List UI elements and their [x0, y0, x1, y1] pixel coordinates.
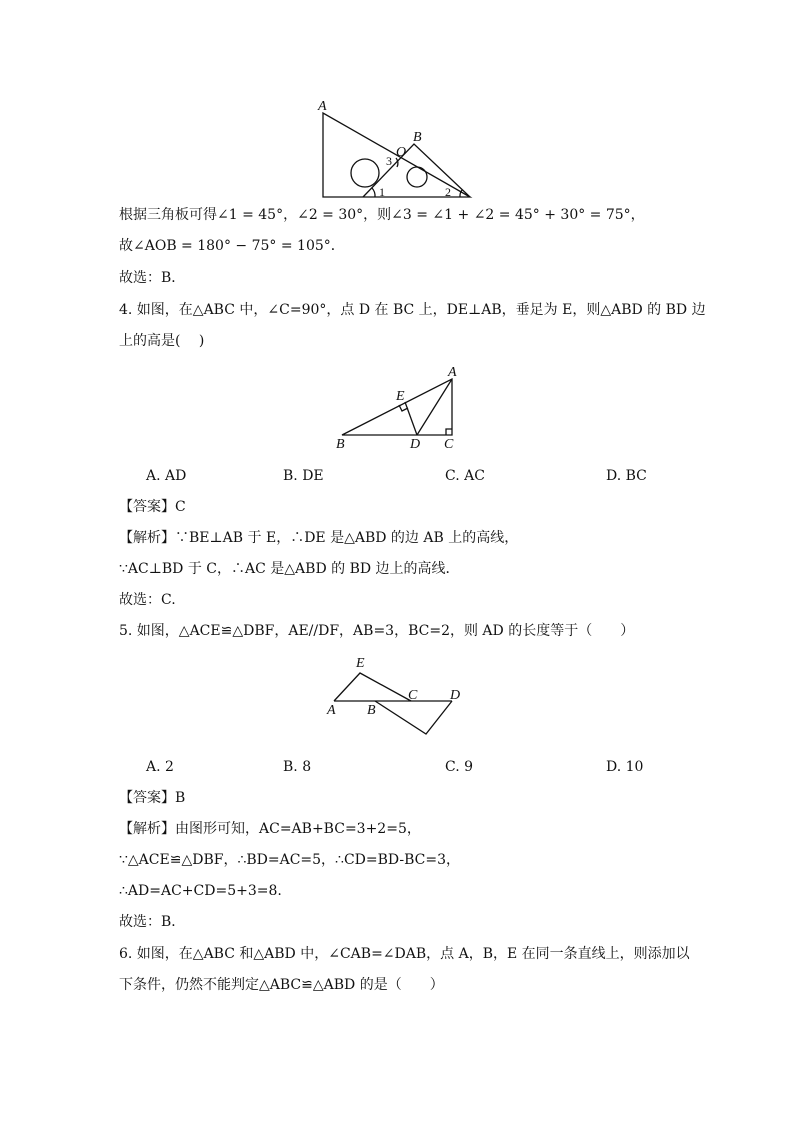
label-c: C [444, 437, 454, 452]
q5-answer: 【答案】B [119, 790, 186, 806]
label-a: A [318, 99, 327, 114]
label-a: A [448, 365, 457, 380]
label-angle-3: 3 [386, 154, 392, 168]
q6-question-line-2: 下条件，仍然不能判定△ABC≌△ABD 的是（ ） [119, 977, 444, 993]
q5-analysis-line-3: ∴AD=AC+CD=5+3=8. [119, 883, 282, 899]
q4-option-d: D. BC [606, 468, 647, 484]
q5-analysis-line-1: 【解析】由图形可知，AC=AB+BC=3+2=5， [119, 821, 421, 837]
q4-question-line-1: 4. 如图，在△ABC 中，∠C=90°，点 D 在 BC 上，DE⊥AB，垂足为 E，则△ABD 的 BD 边 [119, 302, 706, 318]
q4-analysis-line-1: 【解析】∵BE⊥AB 于 E，∴DE 是△ABD 的边 AB 上的高线， [119, 530, 519, 546]
label-c: C [408, 688, 418, 703]
q5-option-c: C. 9 [445, 759, 474, 775]
label-o: O [396, 145, 407, 160]
triangle-ace [334, 673, 411, 701]
q5-option-a: A. 2 [146, 759, 174, 775]
label-e: E [396, 389, 405, 404]
label-d: D [450, 688, 461, 703]
label-angle-1: 1 [379, 185, 385, 199]
q4-option-c: C. AC [445, 468, 485, 484]
triangle-dbf [375, 701, 452, 734]
label-a: A [327, 703, 336, 718]
label-e: E [356, 656, 365, 671]
q4-answer: 【答案】C [119, 499, 186, 515]
q4-option-a: A. AD [146, 468, 187, 484]
label-d: D [410, 437, 421, 452]
q4-analysis-line-2: ∵AC⊥BD 于 C，∴AC 是△ABD 的 BD 边上的高线． [119, 561, 460, 577]
q5-analysis-line-2: ∵△ACE≌△DBF，∴BD=AC=5，∴CD=BD-BC=3， [119, 852, 461, 868]
q6-question-line-1: 6. 如图，在△ABC 和△ABD 中，∠CAB=∠DAB，点 A，B，E 在同一条直线上，则添加以 [119, 946, 690, 962]
q4-answer-choice: 故选：C. [119, 592, 176, 608]
label-b: B [413, 130, 422, 145]
q5-answer-choice: 故选：B． [119, 914, 186, 930]
q5-option-b: B. 8 [283, 759, 312, 775]
label-angle-2: 2 [445, 185, 451, 199]
label-b: B [367, 703, 376, 718]
q3-solution-line-1: 根据三角板可得∠1 = 45°，∠2 = 30°，则∠3 = ∠1 + ∠2 = 45° + 30° = 75°， [119, 207, 645, 223]
q3-solution-line-2: 故∠AOB = 180° − 75° = 105°． [119, 238, 345, 254]
label-b: B [336, 437, 345, 452]
q4-question-line-2: 上的高是( ) [119, 333, 205, 349]
q4-option-b: B. DE [283, 468, 324, 484]
q5-question: 5. 如图，△ACE≌△DBF，AE//DF，AB=3，BC=2，则 AD 的长度等于（ ） [119, 623, 635, 639]
q5-option-d: D. 10 [606, 759, 644, 775]
q3-answer-choice: 故选：B． [119, 270, 186, 286]
